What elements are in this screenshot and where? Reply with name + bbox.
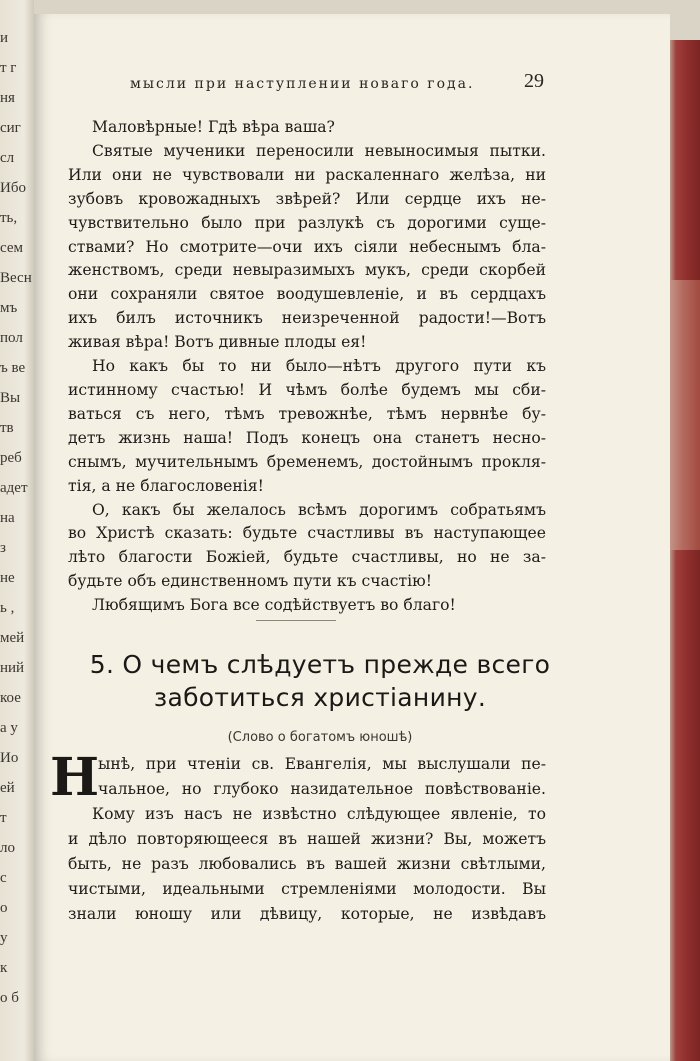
section-text [50,747,546,927]
left-page-fragment: ний [0,660,25,676]
text-line: Или они не чувствовали ни раскаленнаго желѣза, ни [68,165,546,184]
text-line: знали юношу или дѣвицу, которые, не извѣдавъ [68,905,546,923]
paragraph [68,499,546,595]
left-page-fragment: тв [0,420,14,436]
left-page-fragment: пол [0,330,23,346]
text-line: они сохраняли святое воодушевленіе, и въ сердцахъ [68,285,546,304]
text-line: ствами? Но смотрите—очи ихъ сіяли небеснымъ бла- [68,237,546,256]
text-line: женствомъ, среди невыразимыхъ мукъ, среди скорбей [68,261,546,280]
text-line: и дѣло повторяющееся въ нашей жизни? Вы, можетъ [68,830,546,848]
left-page-fragment: сиг [0,120,21,136]
left-page-fragment: т [0,810,7,826]
page-number: 29 [524,70,544,92]
left-page-fragment: мъ [0,300,18,316]
left-page-fragment: Ио [0,750,19,766]
chapter-title-line-1: 5. О чемъ слѣдуетъ прежде всего [89,650,551,679]
text-line: ихъ билъ источникъ неизреченной радости!—Вотъ [68,309,546,328]
text-line: Маловѣрные! Гдѣ вѣра ваша? [92,118,335,136]
left-page-edge [0,0,34,1061]
chapter-subtitle: (Слово о богатомъ юношѣ) [227,730,413,745]
text-line: истинному счастью! И чѣмъ болѣе будемъ мы сби- [68,380,546,399]
text-line: быть, не разъ любовались въ вашей жизни свѣтлыми, [68,855,546,873]
text-line: Святые мученики переносили невыносимыя пытки. [92,141,546,160]
text-line: О, какъ бы желалось всѣмъ дорогимъ собратьямъ [92,500,546,519]
text-line: Кому изъ насъ не извѣстно слѣдующее явленіе, то [92,805,546,823]
text-line: лѣто благости Божіей, будьте счастливы, но не за- [68,548,546,567]
left-page-fragment: о б [0,990,19,1006]
left-page-fragment: у [0,930,8,946]
text-line: Любящимъ Бога все содѣйствуетъ во благо! [92,596,456,615]
left-page-fragment: адет [0,480,28,496]
text-line: зубовъ кровожадныхъ звѣрей? Или сердце ихъ не- [68,189,546,208]
text-line: снымъ, мучительнымъ бременемъ, достойнымъ прокля- [68,452,546,471]
text-line: чистыми, идеальными стремленіями молодости. Вы [68,880,546,898]
left-page-fragment: ъ ве [0,360,26,376]
left-page-fragment: с [0,870,7,886]
chapter-title-line-2: заботиться христіанину. [153,683,487,712]
left-page-fragment: Весн [0,270,32,286]
left-page-fragment: ня [0,90,15,106]
left-page-fragment: о [0,900,8,916]
left-page-fragment: сем [0,240,23,256]
paragraph [68,594,546,618]
left-page-fragment: к [0,960,8,976]
left-page-fragment: мей [0,630,25,646]
left-page-fragment: ло [0,840,15,856]
section-line-1: ынѣ, при чтеніи св. Евангелія, мы выслушали пе- [98,755,546,773]
left-page-fragment: на [0,510,15,526]
text-line: живая вѣра! Вотъ дивные плоды ея! [68,333,367,352]
left-page-fragment: сл [0,150,15,166]
paragraph [68,140,546,355]
paragraph [68,116,546,140]
left-page-fragment: а у [0,720,18,736]
left-page-fragment: ь , [0,600,15,616]
book-cover-edge [670,40,700,1061]
left-page-fragment: ть, [0,210,18,226]
dropcap-letter: Н [50,747,100,808]
text-line: чувствительно было при разлукѣ съ дорогими суще- [68,213,546,232]
left-page-fragment: ей [0,780,15,796]
left-page-fragment: реб [0,450,22,466]
section-divider [256,620,336,621]
body-text [68,116,546,618]
section-line-2: чальное, но глубоко назидательное повѣствованіе. [98,780,546,798]
left-page-fragment: т г [0,60,17,76]
left-page-fragment: не [0,570,15,586]
paragraph [68,355,546,498]
text-line: во Христѣ сказать: будьте счастливы въ наступающее [68,524,546,543]
text-line: Но какъ бы то ни было—нѣтъ другого пути къ [92,357,546,376]
chapter-title [40,648,600,714]
section-continuation [68,802,546,927]
text-line: ваться съ него, тѣмъ тревожнѣе, тѣмъ нервнѣе бу- [68,404,546,423]
left-page-fragment: кое [0,690,21,706]
text-line: тія, а не благословенія! [68,476,264,495]
left-page-fragment: з [0,540,6,556]
dropcap-block [50,747,546,808]
left-page-fragment: Вы [0,390,21,406]
left-page-fragment: и [0,30,9,46]
running-head: мысли при наступлении новаго года. [130,76,475,92]
left-page-fragment: Ибо [0,180,26,196]
text-line: детъ жизнь наша! Подъ конецъ она станетъ несно- [68,428,546,447]
text-line: будьте объ единственномъ пути къ счастію! [68,572,432,591]
